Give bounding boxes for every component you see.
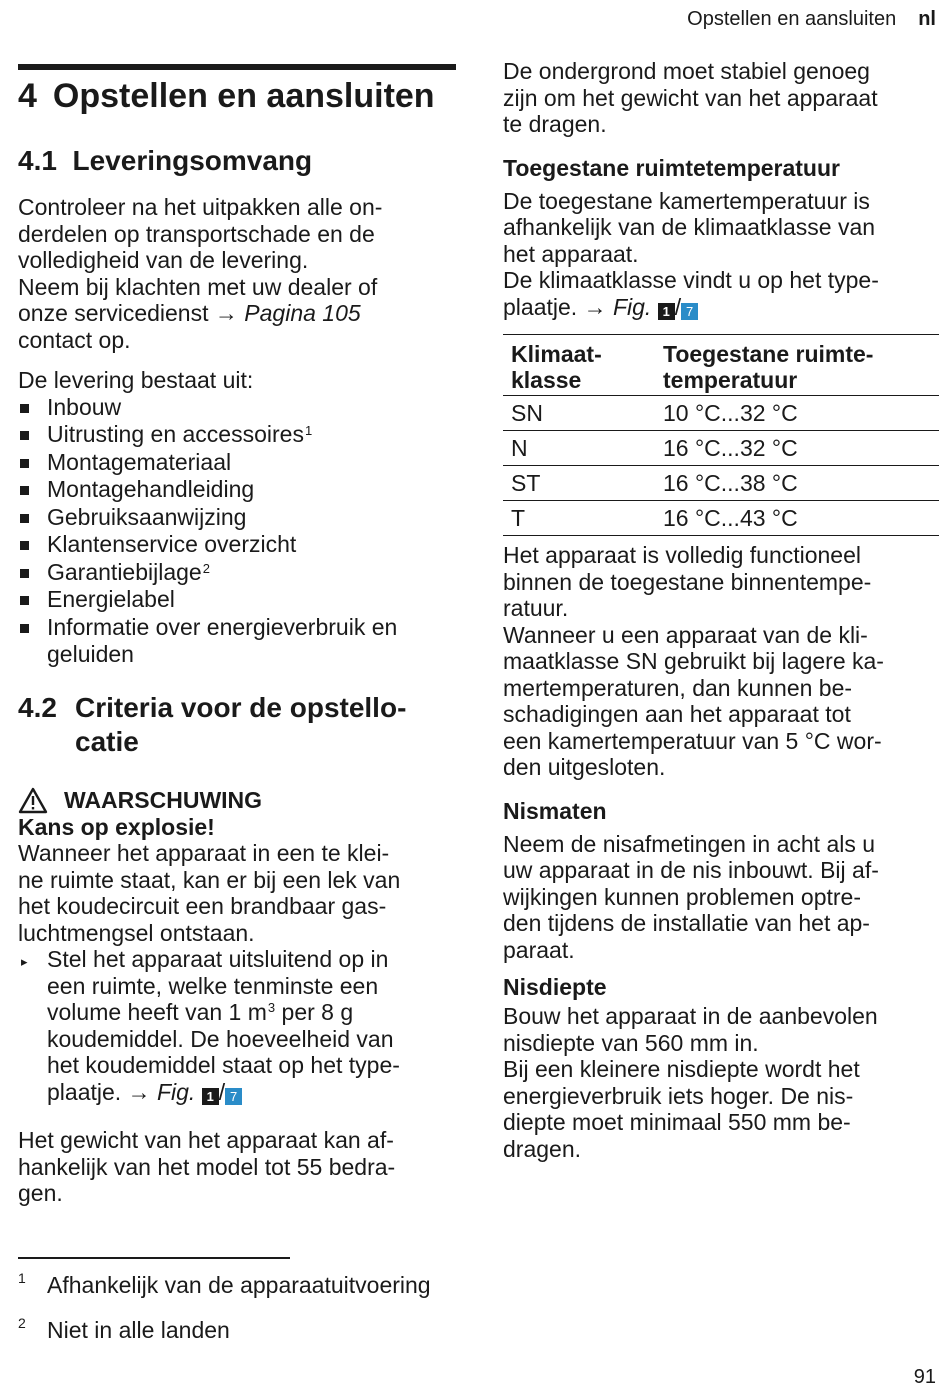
section-4-2-title: 4.2 Criteria voor de opstello- catie bbox=[18, 691, 407, 757]
table-cell: T bbox=[503, 501, 655, 536]
header-section-title: Opstellen en aansluiten bbox=[687, 8, 897, 30]
footnote-ref[interactable]: 2 bbox=[202, 560, 210, 576]
action-triangle-icon: ▸ bbox=[21, 954, 28, 969]
figure-7-badge: 7 bbox=[681, 303, 698, 320]
weight-paragraph: Het gewicht van het apparaat kan af- hankelijk van het model tot 55 bedra- gen. bbox=[18, 1127, 396, 1206]
table-header-row bbox=[503, 335, 939, 396]
right-column bbox=[503, 58, 939, 1172]
warning-subtitle: Kans op explosie! bbox=[18, 813, 215, 840]
list-item: Gebruiksaanwijzing bbox=[18, 504, 456, 532]
header-language: nl bbox=[918, 8, 936, 30]
table-header-cell: Klimaat- klasse bbox=[503, 335, 655, 396]
footnote-ref[interactable]: 1 bbox=[304, 423, 313, 438]
figure-reference[interactable]: Fig. bbox=[156, 1078, 196, 1105]
arrow-icon: → bbox=[214, 300, 238, 326]
table-row bbox=[503, 431, 939, 466]
table-cell: 10 °C...32 °C bbox=[655, 396, 939, 431]
figure-1-badge: 1 bbox=[202, 1088, 219, 1105]
list-item: Montagehandleiding bbox=[18, 476, 456, 504]
table-cell: N bbox=[503, 431, 655, 466]
figure-1-badge: 1 bbox=[658, 303, 675, 320]
list-item: Montagemateriaal bbox=[18, 449, 456, 477]
list-item: Garantiebijlage$^2$ bbox=[18, 559, 456, 587]
temperature-heading: Toegestane ruimtetemperatuur bbox=[503, 154, 840, 181]
table-row bbox=[503, 501, 939, 536]
list-item: Informatie over energieverbruik en geluiden bbox=[18, 614, 456, 669]
table-cell: 16 °C...32 °C bbox=[655, 431, 939, 466]
footnote: 2 Niet in alle landen bbox=[18, 1315, 230, 1343]
delivery-list bbox=[18, 394, 456, 669]
left-column bbox=[18, 64, 456, 1217]
chapter-rule bbox=[18, 64, 456, 70]
warning-triangle-icon bbox=[18, 787, 48, 814]
warning-label: WAARSCHUWING bbox=[18, 787, 456, 814]
table-row bbox=[503, 396, 939, 431]
delivery-list-intro: De levering bestaat uit: bbox=[18, 367, 254, 393]
table-cell: 16 °C...43 °C bbox=[655, 501, 939, 536]
table-cell: ST bbox=[503, 466, 655, 501]
list-item: Inbouw bbox=[18, 394, 456, 422]
niche-heading: Nismaten bbox=[503, 797, 607, 824]
page-number: 91 bbox=[913, 1366, 936, 1388]
niche-depth-paragraph: Bouw het apparaat in de aanbevolen nisdiepte van 560 mm in. Bij een kleinere nisdiepte wordt het energieverbruik iets hoger. De nis- diepte moet minimaal 550 mm be- dragen. bbox=[503, 1003, 878, 1162]
functional-paragraph: Het apparaat is volledig functioneel binnen de toegestane binnentempe- ratuur. Wanneer u een apparaat van de kli- maatklasse SN gebruikt bij lagere ka- mertemperaturen, dan kunnen be- schadigingen aan het apparaat tot een kamertemperatuur van 5 °C wor- den uitgesloten. bbox=[503, 542, 884, 780]
page-reference-link[interactable]: Pagina 105 bbox=[244, 300, 361, 326]
table-row bbox=[503, 466, 939, 501]
running-header bbox=[687, 8, 936, 31]
temperature-paragraph: De toegestane kamertemperatuur is afhankelijk van de klimaatklasse van het apparaat. De klimaatklasse vindt u op het type- plaatje. → Fig. 1 / 7 bbox=[503, 187, 879, 320]
delivery-intro-paragraph: Controleer na het uitpakken alle on- derdelen op transportschade en de volledigheid van de levering. Neem bij klachten met uw dealer of onze servicedienst → Pagina 105 contact op. bbox=[18, 194, 383, 353]
warning-action: ▸ Stel het apparaat uitsluitend op in een ruimte, welke tenminste een volume heeft van 1 $m^3$ per 8 g koudemiddel. De hoeveelheid van het koudemiddel staat op het type- plaatje. → Fig. 1 / 7 bbox=[21, 946, 400, 1105]
list-item: Uitrusting en accessoires$^1$ bbox=[18, 421, 456, 449]
climate-class-table bbox=[503, 334, 939, 536]
warning-text: Wanneer het apparaat in een te klei- ne ruimte staat, kan er bij een lek van het koudecircuit een brandbaar gas- luchtmengsel ontstaan. bbox=[18, 840, 401, 946]
chapter-title: 4 Opstellen en aansluiten bbox=[18, 77, 435, 115]
section-4-1-title: 4.1 Leveringsomvang bbox=[18, 145, 313, 176]
table-cell: SN bbox=[503, 396, 655, 431]
arrow-icon: → bbox=[127, 1078, 151, 1105]
footnote: 1 Afhankelijk van de apparaatuitvoering bbox=[18, 1270, 431, 1298]
list-item: Energielabel bbox=[18, 586, 456, 614]
figure-7-badge: 7 bbox=[225, 1088, 242, 1105]
table-cell: 16 °C...38 °C bbox=[655, 466, 939, 501]
niche-paragraph: Neem de nisafmetingen in acht als u uw apparaat in de nis inbouwt. Bij af- wijkingen kunnen problemen optre- den tijdens de installatie van het ap- paraat. bbox=[503, 830, 879, 963]
niche-depth-heading: Nisdiepte bbox=[503, 974, 607, 1000]
table-header-cell: Toegestane ruimte- temperatuur bbox=[655, 335, 939, 396]
footnote-rule bbox=[18, 1257, 290, 1259]
arrow-icon: → bbox=[583, 293, 607, 320]
ground-paragraph: De ondergrond moet stabiel genoeg zijn om het gewicht van het apparaat te dragen. bbox=[503, 58, 878, 137]
list-item: Klantenservice overzicht bbox=[18, 531, 456, 559]
figure-reference[interactable]: Fig. bbox=[612, 293, 652, 320]
